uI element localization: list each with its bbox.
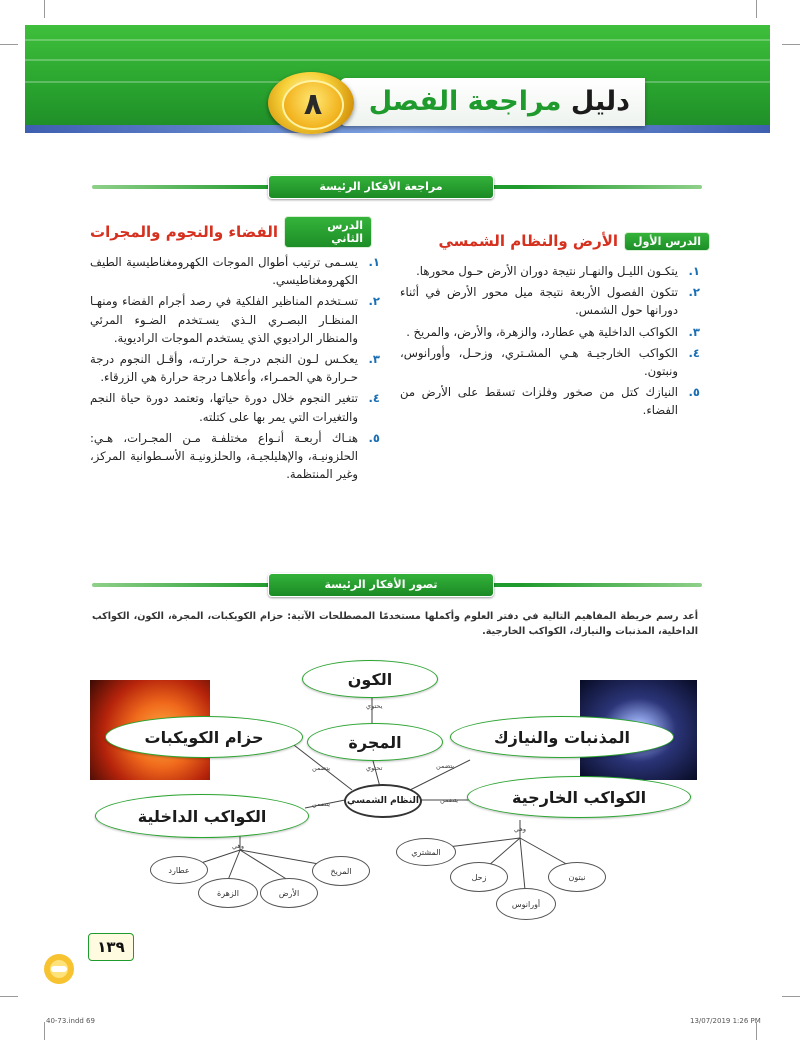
section-heading-visualize: تصور الأفكار الرئيسة [268, 573, 494, 597]
planet-neptune: نبتون [548, 862, 606, 892]
planet-earth: الأرض [260, 878, 318, 908]
section-heading-review: مراجعة الأفكار الرئيسة [268, 175, 494, 199]
answer-inner-planets: الكواكب الداخلية [95, 794, 309, 838]
link-label: يتضمن [440, 796, 459, 804]
lesson1-tag: الدرس الأول [624, 232, 710, 251]
list-item-text: النيازك كتل من صخور وفلزات تسقط على الأرض من الفضاء. [400, 385, 678, 418]
answer-galaxy: المجرة [307, 723, 443, 761]
planet-jupiter: المشتري [396, 838, 456, 866]
chapter-number: ٨ [282, 80, 344, 130]
planet-mars: المريخ [312, 856, 370, 886]
page-number: ١٣٩ [88, 933, 134, 961]
list-item-text: تسـتخدم المناظير الفلكية في رصد أجرام الفضاء ومنهـا المنظـار البصـري الـذي يسـتخدم الضـوء المرئي والمنظار الراديوي الذي يستخدم الموجات الراديوية. [90, 294, 358, 345]
link-label: يتضمن [436, 762, 455, 770]
link-label: يتضمن [312, 800, 331, 808]
list-item-number: ١. [688, 264, 700, 278]
list-item-text: يتكـون الليـل والنهـار نتيجة دوران الأرض حـول محورها. [416, 264, 678, 278]
planet-venus: الزهرة [198, 878, 258, 908]
list-item-number: ٥. [688, 385, 700, 400]
link-label: تحتوي [366, 764, 383, 772]
list-item-text: الكواكب الخارجيـة هـي المشـتري، وزحـل، وأورانوس، ونبتون. [400, 345, 678, 379]
answer-comets-meteors: المذنبات والنيازك [450, 716, 674, 758]
list-item-text: الكواكب الداخلية هي عطارد، والزهرة، والأرض، والمريخ . [406, 324, 678, 339]
link-label: وهي [232, 842, 244, 850]
list-item-text: يسـمى ترتيب أطوال الموجات الكهرومغناطيسية الطيف الكهرومغناطيسي. [90, 255, 358, 288]
list-item-text: يعكـس لـون النجم درجـة حرارتـه، وأقـل النجوم درجة حـرارة هي الحمـراء، وأعلاهـا درجة حرارة هي الزرقاء. [90, 352, 358, 385]
list-item-number: ٤. [688, 345, 700, 360]
answer-outer-planets: الكواكب الخارجية [467, 776, 691, 818]
lesson1-title: الأرض والنظام الشمسي [438, 232, 619, 250]
list-item-text: هنـاك أربعـة أنـواع مختلفـة مـن المجـرات، هـي: الحلزونيـة، والإهليلجيـة، والحلزونيـة الأسـطوانية المركز، وغير المنتظمة. [90, 430, 358, 482]
list-item-text: تتكون الفصول الأربعة نتيجة ميل محور الأرض في أثناء دورانها حول الشمس. [400, 285, 678, 318]
list-item-number: ٢. [368, 294, 380, 309]
solar-system-node: النظام الشمسي [344, 784, 422, 818]
lesson2-title: الفضاء والنجوم والمجرات [90, 223, 279, 241]
list-item-number: ٤. [368, 391, 380, 406]
planet-mercury: عطارد [150, 856, 208, 884]
publisher-logo-icon [42, 952, 76, 986]
planet-saturn: زحل [450, 862, 508, 892]
answer-universe: الكون [302, 660, 438, 698]
link-label: يحتوي [366, 702, 383, 710]
planet-uranus: أورانوس [496, 888, 556, 920]
list-item-number: ١. [368, 255, 380, 269]
footer-file: 40-73.indd 69 [46, 1017, 95, 1025]
list-item-text: تتغير النجوم خلال دورة حياتها، وتعتمد دورة حياة النجم والتغيرات التي يمر بها على كتلته. [90, 391, 358, 424]
list-item-number: ٣. [688, 324, 700, 339]
list-item-number: ٢. [688, 285, 700, 300]
link-label: وهي [514, 825, 526, 833]
answer-asteroid-belt: حزام الكويكبات [105, 716, 303, 758]
instructions-text: أعد رسم خريطة المفاهيم التالية في دفتر العلوم وأكملها مستخدمًا المصطلحات الآتية: حزام الكويكبات، المجرة، الكون، الكواكب الداخلية، المذنبات والنيازك، الكواكب الخارجية. [92, 611, 698, 637]
list-item-number: ٣. [368, 352, 380, 367]
footer-date: 13/07/2019 1:26 PM [690, 1017, 761, 1025]
lesson2-tag: الدرس الثاني [284, 216, 372, 248]
link-label: يتضمن [312, 764, 331, 772]
chapter-title: دليل مراجعة الفصل [368, 86, 630, 117]
list-item-number: ٥. [368, 430, 380, 445]
